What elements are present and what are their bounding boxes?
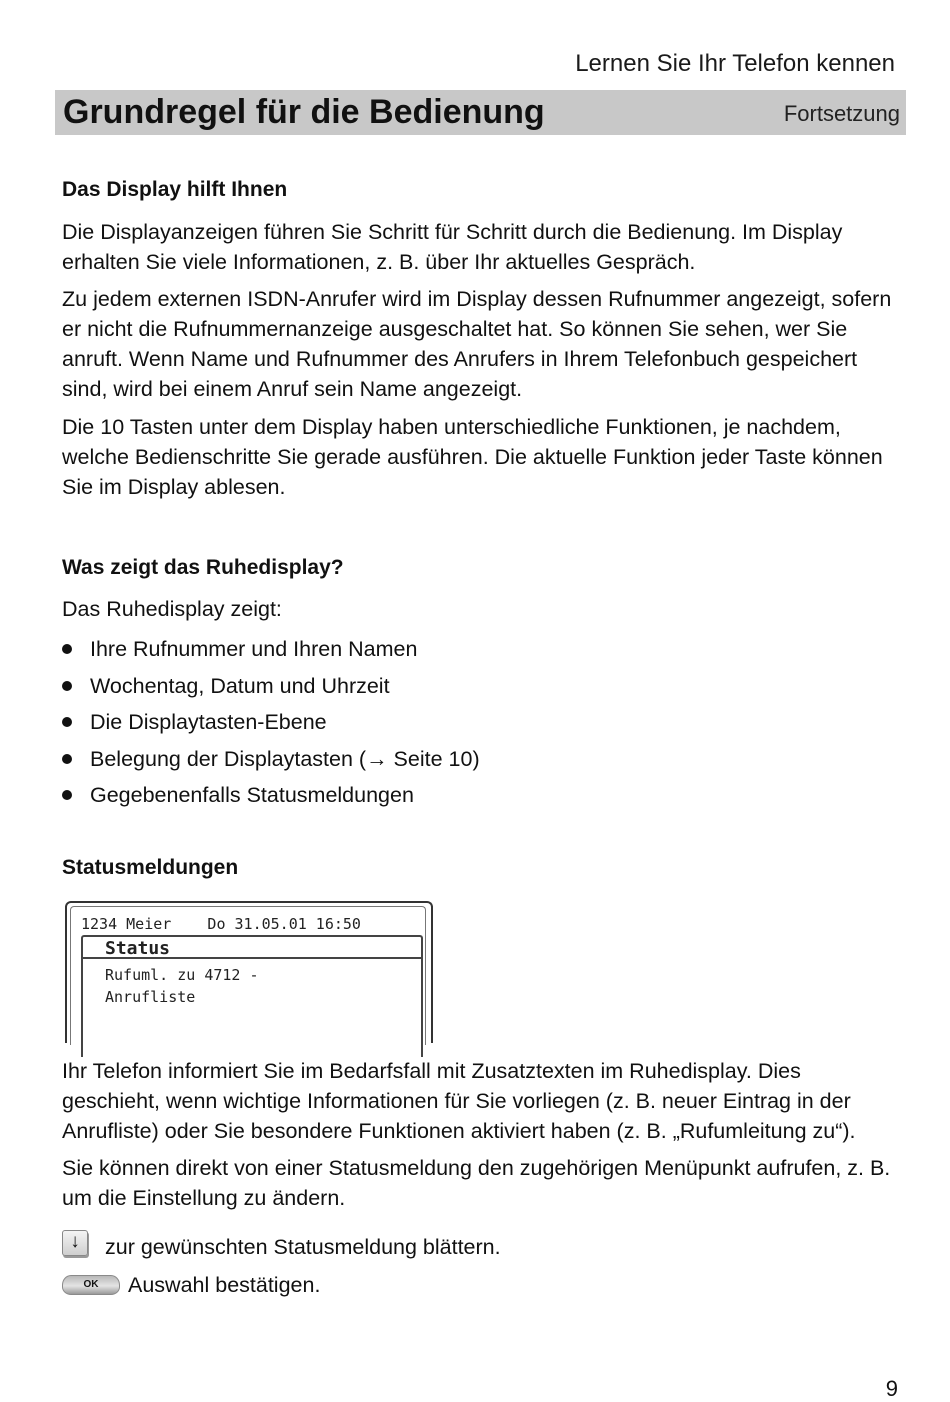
step-text: zur gewünschten Statusmeldung blättern.: [105, 1235, 501, 1259]
lcd-separator: [83, 957, 421, 959]
page-title: Grundregel für die Bedienung: [63, 93, 545, 131]
ok-key-icon: [62, 1275, 120, 1295]
title-bar: [55, 90, 906, 135]
list-item-text: Gegebenenfalls Statusmeldungen: [90, 783, 414, 807]
page-number: 9: [885, 1376, 898, 1401]
step-scroll: [62, 1230, 662, 1262]
step-confirm: [62, 1270, 662, 1302]
list-item-text: Ihre Rufnummer und Ihren Namen: [90, 637, 418, 661]
list-item: [62, 707, 480, 744]
list-item: [62, 780, 480, 817]
lcd-status-box: [81, 935, 423, 1057]
bullet-icon: [62, 754, 72, 764]
continuation-label: Fortsetzung: [783, 101, 900, 126]
list-item: [62, 671, 480, 708]
bullet-icon: [62, 644, 72, 654]
status-paragraph: Ihr Telefon informiert Sie im Bedarfsfall mit Zusatztexten im Ruhedisplay. Dies geschieht, wenn wichtige Informationen für Sie vorliegen (z. B. neuer Eintrag in der Anrufliste) oder Sie besondere Funktionen aktiviert haben (z. B. „Rufumleitung zu“).: [62, 1059, 856, 1143]
list-item: [62, 634, 480, 671]
lcd-message: Rufuml. zu 4712 -: [105, 966, 259, 984]
display-paragraph: Zu jedem externen ISDN-Anrufer wird im Display dessen Rufnummer angezeigt, sofern er nicht die Rufnummernanzeige ausgeschaltet hat. So können Sie sehen, wer Sie anruft. Wenn Name und Rufnummer des Anrufers in Ihrem Telefonbuch gespeichert sind, wird bei einem Anruf sein Name angezeigt.: [62, 287, 892, 401]
list-item-text: Wochentag, Datum und Uhrzeit: [90, 673, 390, 698]
status-paragraph: Sie können direkt von einer Statusmeldung den zugehörigen Menüpunkt aufrufen, z. B. um die Einstellung zu ändern.: [62, 1156, 891, 1210]
bullet-icon: [62, 790, 72, 800]
lcd-message: Anrufliste: [105, 988, 196, 1006]
lcd-status-line: 1234 Meier Do 31.05.01 16:50: [81, 915, 361, 933]
list-item-text: Die Displaytasten-Ebene: [90, 710, 327, 734]
bullet-icon: [62, 681, 72, 691]
step-text: Auswahl bestätigen.: [128, 1273, 321, 1297]
bullet-icon: [62, 717, 72, 727]
idle-heading: Was zeigt das Ruhedisplay?: [62, 556, 344, 579]
idle-intro: Das Ruhedisplay zeigt:: [62, 597, 282, 621]
ok-key-label: OK: [83, 1279, 99, 1290]
lcd-status-title: Status: [105, 938, 171, 959]
display-paragraph: Die Displayanzeigen führen Sie Schritt für Schritt durch die Bedienung. Im Display erhalten Sie viele Informationen, z. B. über Ihr aktuelles Gespräch.: [62, 220, 843, 274]
display-heading: Das Display hilft Ihnen: [62, 178, 288, 201]
display-paragraph: Die 10 Tasten unter dem Display haben unterschiedliche Funktionen, je nachdem, welche Bedienschritte Sie gerade ausführen. Die aktuelle Funktion jeder Taste können Sie im Display ablesen.: [62, 415, 883, 499]
status-heading: Statusmeldungen: [62, 856, 239, 879]
list-item-text: Belegung der Displaytasten (→ Seite 10): [90, 746, 480, 771]
section-header: Lernen Sie Ihr Telefon kennen: [575, 50, 895, 77]
idle-bullet-list: [62, 634, 480, 817]
list-item: [62, 744, 480, 781]
down-arrow-glyph: ↓: [70, 1231, 80, 1252]
lcd-display-illustration: [65, 901, 433, 1039]
down-arrow-key-icon: [62, 1230, 88, 1256]
